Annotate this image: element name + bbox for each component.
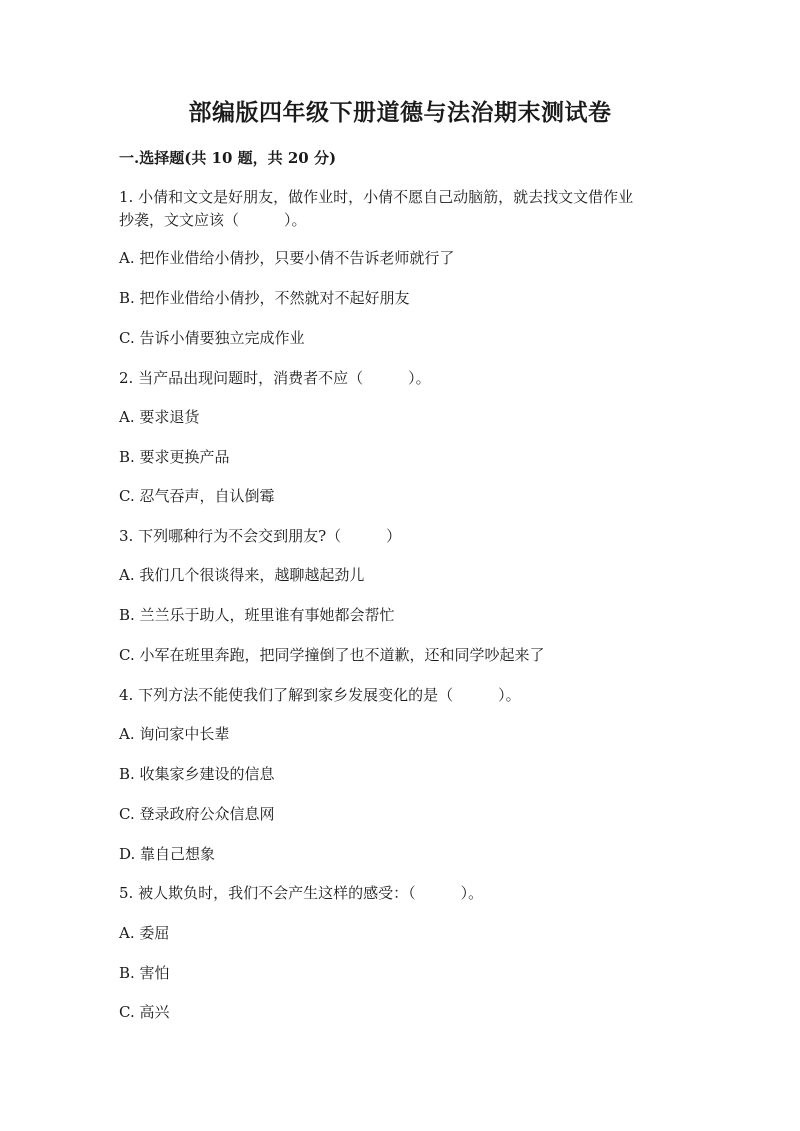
question-2-option-a: A. 要求退货 — [119, 408, 200, 426]
question-2-option-b: B. 要求更换产品 — [119, 448, 230, 466]
question-1-stem-line-1: 1. 小倩和文文是好朋友，做作业时，小倩不愿自己动脑筋，就去找文文借作业 — [119, 188, 634, 206]
question-5-option-a: A. 委屈 — [119, 924, 170, 942]
question-1-option-b: B. 把作业借给小倩抄，不然就对不起好朋友 — [119, 289, 410, 307]
section-heading: 一.选择题(共 10 题，共 20 分) — [119, 149, 337, 167]
question-4-stem: 4. 下列方法不能使我们了解到家乡发展变化的是（ ）。 — [119, 686, 521, 704]
question-4-option-d: D. 靠自己想象 — [119, 845, 216, 863]
page-title: 部编版四年级下册道德与法治期末测试卷 — [188, 99, 612, 126]
question-4-option-b: B. 收集家乡建设的信息 — [119, 765, 275, 783]
question-3-stem: 3. 下列哪种行为不会交到朋友?（ ） — [119, 527, 402, 545]
question-3-option-c: C. 小军在班里奔跑，把同学撞倒了也不道歉，还和同学吵起来了 — [119, 646, 545, 664]
question-3-option-b: B. 兰兰乐于助人，班里谁有事她都会帮忙 — [119, 606, 395, 624]
question-2-stem: 2. 当产品出现问题时，消费者不应（ ）。 — [119, 369, 431, 387]
question-5-option-b: B. 害怕 — [119, 964, 170, 982]
question-2-option-c: C. 忍气吞声，自认倒霉 — [119, 487, 275, 505]
question-5-option-c: C. 高兴 — [119, 1003, 170, 1021]
question-1-stem-line-2: 抄袭，文文应该（ ）。 — [119, 211, 307, 229]
question-3-option-a: A. 我们几个很谈得来，越聊越起劲儿 — [119, 566, 365, 584]
question-1-option-c: C. 告诉小倩要独立完成作业 — [119, 329, 305, 347]
question-1-option-a: A. 把作业借给小倩抄，只要小倩不告诉老师就行了 — [119, 249, 455, 267]
question-5-stem: 5. 被人欺负时，我们不会产生这样的感受：（ ）。 — [119, 884, 484, 902]
question-4-option-c: C. 登录政府公众信息网 — [119, 805, 275, 823]
question-4-option-a: A. 询问家中长辈 — [119, 725, 230, 743]
